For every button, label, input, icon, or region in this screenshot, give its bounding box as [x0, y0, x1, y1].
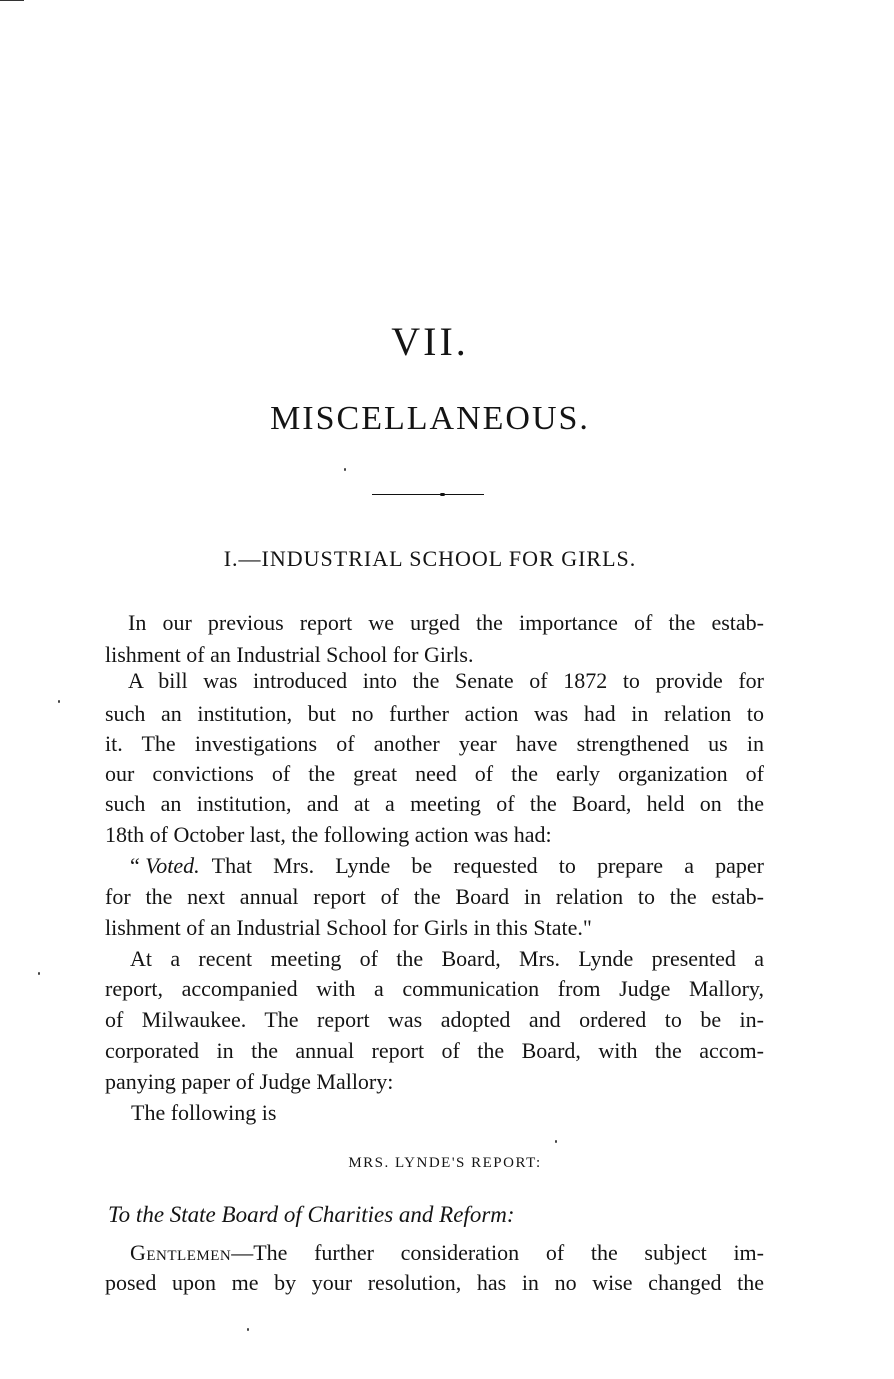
- body-line: In our previous report we urged the importance of the estab-: [128, 610, 764, 635]
- corner-rule: [0, 0, 24, 1]
- voted-line: [130, 853, 764, 879]
- body-line: A bill was introduced into the Senate of 1872 to provide for: [128, 668, 764, 693]
- closing-text: —The further consideration of the subject im-: [231, 1240, 764, 1265]
- body-line: our convictions of the great need of the early organization of: [105, 761, 764, 786]
- report-heading: MRS. LYNDE'S REPORT:: [348, 1155, 542, 1171]
- body-line: At a recent meeting of the Board, Mrs. Lynde presented a: [130, 946, 764, 971]
- scan-speck: [58, 700, 60, 703]
- body-line: such an institution, but no further action was had in relation to: [105, 701, 764, 726]
- body-line: for the next annual report of the Board in relation to the estab-: [105, 884, 764, 909]
- scan-speck: [247, 1328, 249, 1331]
- body-line: lishment of an Industrial School for Girls.: [105, 642, 474, 667]
- body-line: such an institution, and at a meeting of the Board, held on the: [105, 791, 764, 816]
- salutation: To the State Board of Charities and Reform:: [108, 1202, 515, 1227]
- gentlemen-line: [130, 1240, 764, 1266]
- voted-word: Voted.: [145, 853, 200, 878]
- chapter-number: VII.: [391, 319, 469, 364]
- body-line: lishment of an Industrial School for Girls in this State.": [105, 915, 592, 940]
- voted-text: That Mrs. Lynde be requested to prepare a paper: [211, 853, 764, 878]
- title-rule: [372, 494, 484, 495]
- scan-speck: [555, 1140, 557, 1143]
- title-rule-ornament: [440, 493, 445, 496]
- chapter-title: MISCELLANEOUS.: [270, 400, 590, 437]
- body-line: 18th of October last, the following action was had:: [105, 822, 552, 847]
- body-line: corporated in the annual report of the Board, with the accom-: [105, 1038, 764, 1063]
- body-line: posed upon me by your resolution, has in no wise changed the: [105, 1270, 764, 1295]
- scan-speck: [344, 468, 346, 471]
- body-line: panying paper of Judge Mallory:: [105, 1069, 394, 1094]
- body-line: report, accompanied with a communication from Judge Mallory,: [105, 976, 764, 1001]
- section-heading: I.—INDUSTRIAL SCHOOL FOR GIRLS.: [223, 546, 637, 571]
- scan-speck: [38, 972, 40, 975]
- open-quote: “: [130, 853, 146, 878]
- gentlemen-word: Gentlemen: [130, 1240, 232, 1265]
- body-line: of Milwaukee. The report was adopted and ordered to be in-: [105, 1007, 764, 1032]
- body-line: The following is: [131, 1100, 277, 1125]
- body-line: it. The investigations of another year have strengthened us in: [105, 731, 764, 756]
